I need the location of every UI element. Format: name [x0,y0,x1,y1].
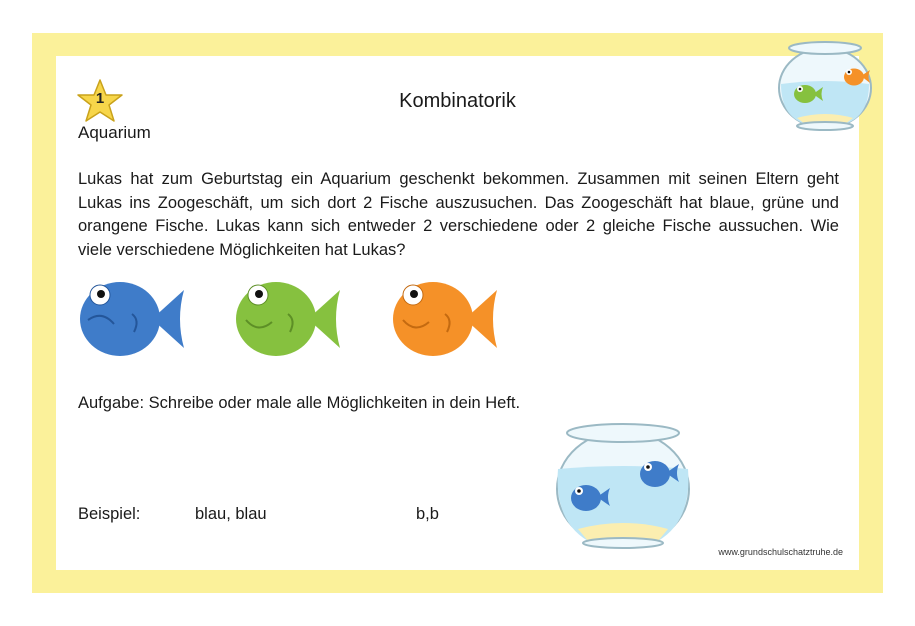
website-url: www.grundschulschatztruhe.de [718,547,843,557]
task-text: Aufgabe: Schreibe oder male alle Möglichkeiten in dein Heft. [78,394,521,412]
card-subtitle: Aquarium [78,123,151,142]
page-title: Kombinatorik [399,90,516,112]
fishbowl-icon [552,421,694,551]
example-long-form: blau, blau [195,505,267,523]
fishbowl-icon [775,38,875,132]
blue-fish-icon [80,280,192,358]
green-fish-icon [236,280,348,358]
story-text: Lukas hat zum Geburtstag ein Aquarium geschenkt bekommen. Zusammen mit seinen Eltern geht Lukas ins Zoogeschäft, um sich dort 2 Fische auszusuchen. Das Zoogeschäft hat blaue, grüne und orangene Fische. Lukas kann sich entweder 2 verschiedene oder 2 gleiche Fische aussuchen. Wie viele verschiedene Möglichkeiten hat Lukas? [78,170,839,259]
example-label: Beispiel: [78,505,141,523]
example-short-form: b,b [416,505,439,523]
level-number: 1 [95,90,105,107]
orange-fish-icon [393,280,505,358]
